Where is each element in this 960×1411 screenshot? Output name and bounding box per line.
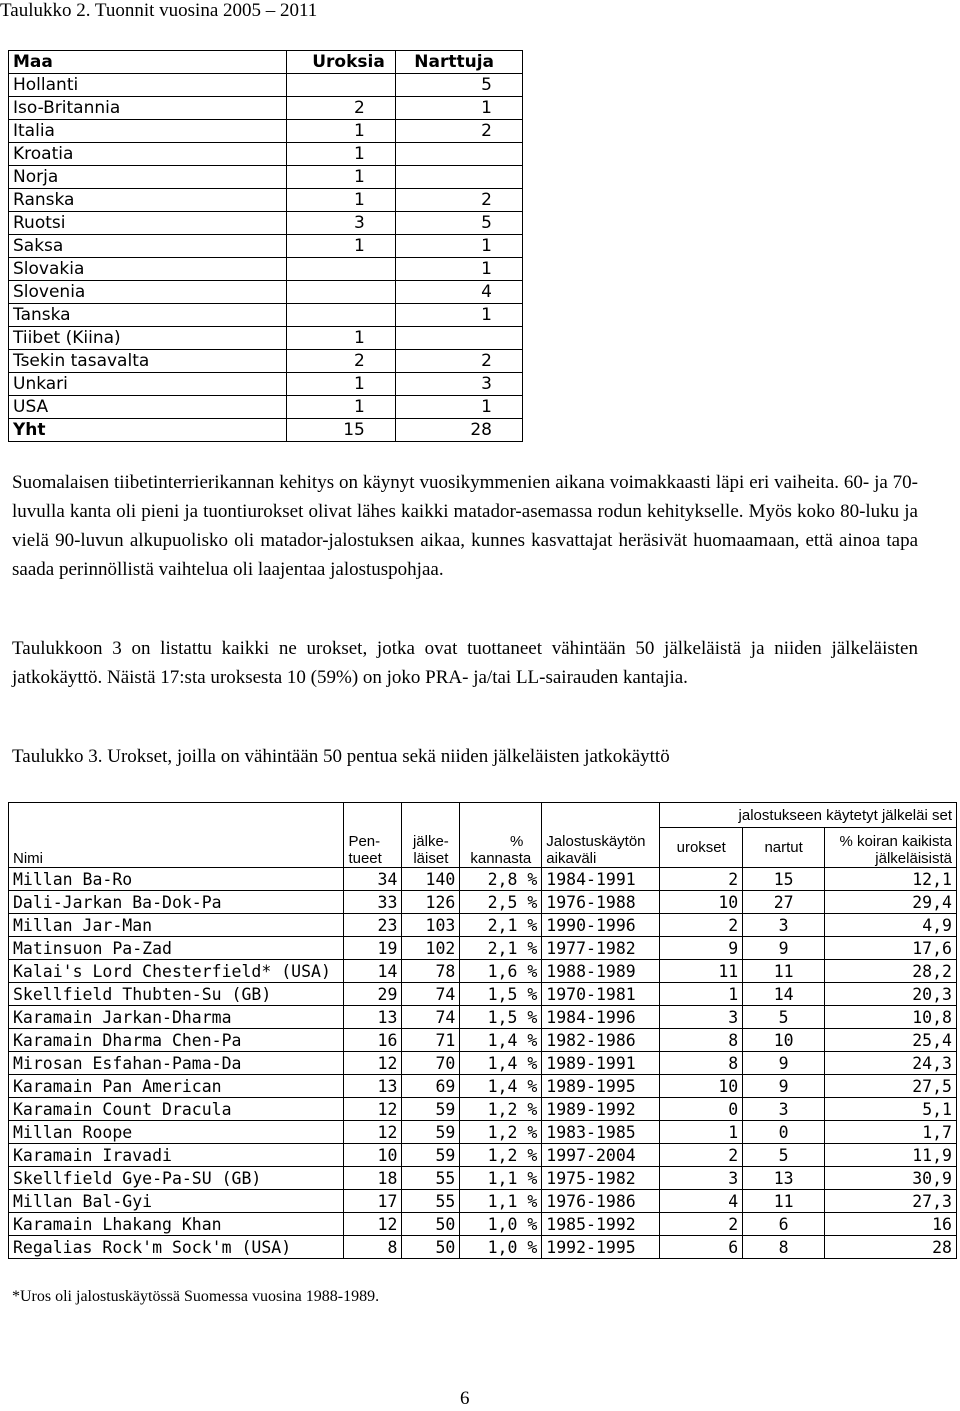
cell-pentueet: 10 xyxy=(344,1144,402,1167)
cell-koiran-osuus: 20,3 xyxy=(825,983,957,1006)
paragraph-table3-intro: Taulukkoon 3 on listattu kaikki ne urokset, jotka ovat tuottaneet vähintään 50 jälkeläistä ja niiden jälkeläisten jatkokäyttö. Näistä 17:sta uroksesta 10 (59%) on joko PRA- ja/tai LL-sairauden kantajia. xyxy=(12,638,918,688)
table-row xyxy=(9,212,523,235)
cell-aikavali: 1989-1992 xyxy=(542,1098,660,1121)
cell-urokset: 8 xyxy=(660,1029,743,1052)
cell-narttuja: 1 xyxy=(395,396,522,419)
header-group-jalostukseen: jalostukseen käytetyt jälkeläi set xyxy=(660,803,957,828)
cell-jalkelaiset: 126 xyxy=(402,891,460,914)
cell-koiran-osuus: 10,8 xyxy=(825,1006,957,1029)
header-aikavali xyxy=(542,803,660,868)
cell-jalkelaiset: 69 xyxy=(402,1075,460,1098)
cell-koiran-osuus: 5,1 xyxy=(825,1098,957,1121)
table-row xyxy=(9,120,523,143)
cell-uroksia: 2 xyxy=(287,350,396,373)
cell-urokset: 4 xyxy=(660,1190,743,1213)
cell-nartut: 11 xyxy=(743,960,825,983)
cell-urokset: 2 xyxy=(660,868,743,891)
cell-narttuja: 1 xyxy=(395,258,522,281)
table-row xyxy=(9,1029,957,1052)
cell-narttuja xyxy=(395,166,522,189)
cell-uroksia: 2 xyxy=(287,97,396,120)
cell-nartut: 14 xyxy=(743,983,825,1006)
cell-maa: Ruotsi xyxy=(9,212,287,235)
cell-nimi: Dali-Jarkan Ba-Dok-Pa xyxy=(9,891,344,914)
header-kannasta-line1: % xyxy=(509,833,524,850)
cell-kannasta: 1,2 % xyxy=(460,1121,542,1144)
cell-maa: Slovakia xyxy=(9,258,287,281)
header-kannasta-line2: kannasta xyxy=(470,850,532,867)
cell-urokset: 3 xyxy=(660,1006,743,1029)
cell-aikavali: 1982-1986 xyxy=(542,1029,660,1052)
cell-urokset: 11 xyxy=(660,960,743,983)
cell-nimi: Skellfield Gye-Pa-SU (GB) xyxy=(9,1167,344,1190)
table-row xyxy=(9,1236,957,1259)
cell-nimi: Millan Ba-Ro xyxy=(9,868,344,891)
cell-aikavali: 1989-1995 xyxy=(542,1075,660,1098)
cell-urokset: 2 xyxy=(660,914,743,937)
cell-pentueet: 12 xyxy=(344,1052,402,1075)
cell-narttuja: 2 xyxy=(395,120,522,143)
cell-jalkelaiset: 55 xyxy=(402,1190,460,1213)
cell-maa: Ranska xyxy=(9,189,287,212)
cell-kannasta: 1,0 % xyxy=(460,1236,542,1259)
cell-narttuja xyxy=(395,327,522,350)
table-row xyxy=(9,1075,957,1098)
cell-pentueet: 14 xyxy=(344,960,402,983)
table-row xyxy=(9,1121,957,1144)
cell-jalkelaiset: 50 xyxy=(402,1213,460,1236)
cell-pentueet: 12 xyxy=(344,1213,402,1236)
cell-maa: Iso-Britannia xyxy=(9,97,287,120)
cell-nimi: Karamain Lhakang Khan xyxy=(9,1213,344,1236)
cell-uroksia: 1 xyxy=(287,327,396,350)
cell-nimi: Karamain Iravadi xyxy=(9,1144,344,1167)
cell-uroksia xyxy=(287,258,396,281)
cell-aikavali: 1984-1991 xyxy=(542,868,660,891)
cell-aikavali: 1990-1996 xyxy=(542,914,660,937)
table-row xyxy=(9,1144,957,1167)
cell-nimi: Karamain Count Dracula xyxy=(9,1098,344,1121)
header-kannasta xyxy=(460,803,542,868)
cell-narttuja: 1 xyxy=(395,304,522,327)
cell-pentueet: 13 xyxy=(344,1075,402,1098)
table3-caption: Taulukko 3. Urokset, joilla on vähintään 50 pentua sekä niiden jälkeläisten jatkokäyttö xyxy=(12,746,670,767)
cell-urokset: 9 xyxy=(660,937,743,960)
cell-nartut: 9 xyxy=(743,1052,825,1075)
cell-narttuja: 5 xyxy=(395,212,522,235)
cell-maa: Tsekin tasavalta xyxy=(9,350,287,373)
cell-aikavali: 1975-1982 xyxy=(542,1167,660,1190)
cell-narttuja: 2 xyxy=(395,350,522,373)
cell-kannasta: 2,8 % xyxy=(460,868,542,891)
cell-jalkelaiset: 55 xyxy=(402,1167,460,1190)
header-narttuja: Narttuja xyxy=(395,51,522,74)
cell-maa: Tiibet (Kiina) xyxy=(9,327,287,350)
table-row xyxy=(9,373,523,396)
cell-narttuja: 4 xyxy=(395,281,522,304)
cell-aikavali: 1977-1982 xyxy=(542,937,660,960)
cell-jalkelaiset: 70 xyxy=(402,1052,460,1075)
cell-pentueet: 33 xyxy=(344,891,402,914)
table-row xyxy=(9,1052,957,1075)
table-row xyxy=(9,1190,957,1213)
table-total-row xyxy=(9,419,523,442)
header-uroksia: Uroksia xyxy=(287,51,396,74)
cell-kannasta: 1,5 % xyxy=(460,1006,542,1029)
cell-nimi: Mirosan Esfahan-Pama-Da xyxy=(9,1052,344,1075)
cell-kannasta: 1,6 % xyxy=(460,960,542,983)
cell-uroksia xyxy=(287,74,396,97)
cell-total-uroksia: 15 xyxy=(287,419,396,442)
cell-pentueet: 17 xyxy=(344,1190,402,1213)
cell-aikavali: 1970-1981 xyxy=(542,983,660,1006)
cell-narttuja: 2 xyxy=(395,189,522,212)
cell-urokset: 10 xyxy=(660,1075,743,1098)
cell-nartut: 10 xyxy=(743,1029,825,1052)
cell-nimi: Karamain Pan American xyxy=(9,1075,344,1098)
cell-nartut: 15 xyxy=(743,868,825,891)
cell-pentueet: 29 xyxy=(344,983,402,1006)
cell-uroksia: 1 xyxy=(287,120,396,143)
footnote: *Uros oli jalostuskäytössä Suomessa vuosina 1988-1989. xyxy=(12,1288,380,1305)
cell-uroksia: 3 xyxy=(287,212,396,235)
header-nartut: nartut xyxy=(743,828,825,868)
cell-pentueet: 23 xyxy=(344,914,402,937)
cell-kannasta: 2,1 % xyxy=(460,937,542,960)
cell-kannasta: 2,5 % xyxy=(460,891,542,914)
cell-nimi: Millan Bal-Gyi xyxy=(9,1190,344,1213)
cell-pentueet: 19 xyxy=(344,937,402,960)
cell-nimi: Skellfield Thubten-Su (GB) xyxy=(9,983,344,1006)
cell-uroksia xyxy=(287,281,396,304)
cell-koiran-osuus: 17,6 xyxy=(825,937,957,960)
cell-maa: Slovenia xyxy=(9,281,287,304)
imports-table xyxy=(8,50,523,442)
cell-jalkelaiset: 50 xyxy=(402,1236,460,1259)
table-row xyxy=(9,143,523,166)
cell-jalkelaiset: 78 xyxy=(402,960,460,983)
header-aikavali-line2: aikaväli xyxy=(546,850,597,867)
table-row xyxy=(9,235,523,258)
cell-koiran-osuus: 25,4 xyxy=(825,1029,957,1052)
sires-table xyxy=(8,802,957,1259)
cell-nimi: Regalias Rock'm Sock'm (USA) xyxy=(9,1236,344,1259)
cell-maa: Unkari xyxy=(9,373,287,396)
header-maa: Maa xyxy=(9,51,287,74)
cell-nartut: 11 xyxy=(743,1190,825,1213)
cell-uroksia xyxy=(287,304,396,327)
cell-nartut: 6 xyxy=(743,1213,825,1236)
header-koiran-osuus xyxy=(825,828,957,868)
cell-nartut: 0 xyxy=(743,1121,825,1144)
table-row xyxy=(9,281,523,304)
cell-nartut: 8 xyxy=(743,1236,825,1259)
cell-aikavali: 1989-1991 xyxy=(542,1052,660,1075)
cell-maa: Italia xyxy=(9,120,287,143)
cell-kannasta: 1,1 % xyxy=(460,1190,542,1213)
cell-maa: Kroatia xyxy=(9,143,287,166)
cell-nimi: Millan Roope xyxy=(9,1121,344,1144)
cell-aikavali: 1997-2004 xyxy=(542,1144,660,1167)
cell-total-narttuja: 28 xyxy=(395,419,522,442)
page-number: 6 xyxy=(460,1388,470,1409)
cell-urokset: 2 xyxy=(660,1213,743,1236)
cell-kannasta: 1,1 % xyxy=(460,1167,542,1190)
cell-kannasta: 1,5 % xyxy=(460,983,542,1006)
sires-table-body xyxy=(9,868,957,1259)
table-row xyxy=(9,937,957,960)
header-urokset: urokset xyxy=(660,828,743,868)
cell-uroksia: 1 xyxy=(287,373,396,396)
cell-nimi: Karamain Jarkan-Dharma xyxy=(9,1006,344,1029)
cell-pentueet: 18 xyxy=(344,1167,402,1190)
cell-nimi: Matinsuon Pa-Zad xyxy=(9,937,344,960)
cell-koiran-osuus: 1,7 xyxy=(825,1121,957,1144)
cell-pentueet: 12 xyxy=(344,1098,402,1121)
cell-jalkelaiset: 59 xyxy=(402,1121,460,1144)
cell-nartut: 3 xyxy=(743,1098,825,1121)
cell-koiran-osuus: 28,2 xyxy=(825,960,957,983)
cell-kannasta: 1,2 % xyxy=(460,1144,542,1167)
cell-pentueet: 12 xyxy=(344,1121,402,1144)
header-koiran-line2: jälkeläisistä xyxy=(875,850,952,867)
table-row xyxy=(9,166,523,189)
cell-pentueet: 16 xyxy=(344,1029,402,1052)
cell-narttuja: 1 xyxy=(395,235,522,258)
table-header-row xyxy=(9,803,957,828)
table-row xyxy=(9,74,523,97)
cell-urokset: 0 xyxy=(660,1098,743,1121)
cell-nartut: 9 xyxy=(743,937,825,960)
cell-aikavali: 1983-1985 xyxy=(542,1121,660,1144)
header-jalkelaiset xyxy=(402,803,460,868)
table-row xyxy=(9,327,523,350)
cell-koiran-osuus: 28 xyxy=(825,1236,957,1259)
header-pentueet-line2: tueet xyxy=(348,850,382,867)
table-row xyxy=(9,350,523,373)
table-row xyxy=(9,97,523,120)
header-koiran-line1: % koiran kaikista xyxy=(839,833,952,850)
cell-nartut: 13 xyxy=(743,1167,825,1190)
table-row xyxy=(9,189,523,212)
cell-kannasta: 2,1 % xyxy=(460,914,542,937)
cell-maa: Norja xyxy=(9,166,287,189)
cell-aikavali: 1985-1992 xyxy=(542,1213,660,1236)
cell-narttuja: 5 xyxy=(395,74,522,97)
cell-uroksia: 1 xyxy=(287,143,396,166)
header-jalkelaiset-line2: läiset xyxy=(413,850,449,867)
cell-aikavali: 1984-1996 xyxy=(542,1006,660,1029)
cell-urokset: 3 xyxy=(660,1167,743,1190)
table-row xyxy=(9,891,957,914)
header-nimi: Nimi xyxy=(9,803,344,868)
cell-nimi: Millan Jar-Man xyxy=(9,914,344,937)
imports-table-body xyxy=(9,74,523,442)
cell-urokset: 6 xyxy=(660,1236,743,1259)
cell-pentueet: 8 xyxy=(344,1236,402,1259)
table-row xyxy=(9,1167,957,1190)
cell-jalkelaiset: 59 xyxy=(402,1098,460,1121)
cell-uroksia: 1 xyxy=(287,189,396,212)
header-jalkelaiset-line1: jälke- xyxy=(412,833,449,850)
table-header-row xyxy=(9,51,523,74)
cell-urokset: 1 xyxy=(660,983,743,1006)
paragraph-history: Suomalaisen tiibetinterrierikannan kehitys on käynyt vuosikymmenien aikana voimakkaasti läpi eri vaiheita. 60- ja 70-luvulla kanta oli pieni ja tuontiurokset olivat lähes kaikki matador-asemassa rodun kehitykselle. Myös koko 80-luku ja vielä 90-luvun alkupuolisko oli matador-jalostuksen aikaa, kunnes kasvattajat heräsivät huomaamaan, että ainoa tapa saada perinnöllistä vaihtelua oli laajentaa jalostuspohjaa. xyxy=(12,472,918,580)
cell-urokset: 10 xyxy=(660,891,743,914)
cell-jalkelaiset: 71 xyxy=(402,1029,460,1052)
cell-koiran-osuus: 29,4 xyxy=(825,891,957,914)
cell-maa: Saksa xyxy=(9,235,287,258)
cell-nartut: 9 xyxy=(743,1075,825,1098)
cell-koiran-osuus: 27,3 xyxy=(825,1190,957,1213)
cell-narttuja: 1 xyxy=(395,97,522,120)
cell-narttuja xyxy=(395,143,522,166)
cell-jalkelaiset: 102 xyxy=(402,937,460,960)
cell-aikavali: 1988-1989 xyxy=(542,960,660,983)
cell-nartut: 3 xyxy=(743,914,825,937)
table-row xyxy=(9,304,523,327)
cell-nimi: Kalai's Lord Chesterfield* (USA) xyxy=(9,960,344,983)
cell-maa: USA xyxy=(9,396,287,419)
cell-urokset: 1 xyxy=(660,1121,743,1144)
cell-total-label: Yht xyxy=(9,419,287,442)
cell-uroksia: 1 xyxy=(287,396,396,419)
cell-koiran-osuus: 30,9 xyxy=(825,1167,957,1190)
cell-jalkelaiset: 103 xyxy=(402,914,460,937)
table-row xyxy=(9,983,957,1006)
cell-kannasta: 1,2 % xyxy=(460,1098,542,1121)
cell-nartut: 27 xyxy=(743,891,825,914)
cell-kannasta: 1,4 % xyxy=(460,1029,542,1052)
cell-koiran-osuus: 4,9 xyxy=(825,914,957,937)
cell-pentueet: 34 xyxy=(344,868,402,891)
cell-jalkelaiset: 74 xyxy=(402,1006,460,1029)
table-row xyxy=(9,396,523,419)
cell-kannasta: 1,4 % xyxy=(460,1052,542,1075)
header-aikavali-line1: Jalostuskäytön xyxy=(546,833,646,850)
cell-nimi: Karamain Dharma Chen-Pa xyxy=(9,1029,344,1052)
cell-urokset: 2 xyxy=(660,1144,743,1167)
cell-jalkelaiset: 74 xyxy=(402,983,460,1006)
cell-koiran-osuus: 12,1 xyxy=(825,868,957,891)
table-row xyxy=(9,868,957,891)
table2-caption: Taulukko 2. Tuonnit vuosina 2005 – 2011 xyxy=(0,0,318,21)
table-row xyxy=(9,914,957,937)
cell-maa: Hollanti xyxy=(9,74,287,97)
table-row xyxy=(9,960,957,983)
header-pentueet-line1: Pen- xyxy=(348,833,381,850)
header-pentueet xyxy=(344,803,402,868)
cell-koiran-osuus: 24,3 xyxy=(825,1052,957,1075)
cell-narttuja: 3 xyxy=(395,373,522,396)
cell-aikavali: 1992-1995 xyxy=(542,1236,660,1259)
cell-jalkelaiset: 140 xyxy=(402,868,460,891)
table-row xyxy=(9,1006,957,1029)
table-row xyxy=(9,1213,957,1236)
cell-uroksia: 1 xyxy=(287,235,396,258)
cell-aikavali: 1976-1986 xyxy=(542,1190,660,1213)
table-row xyxy=(9,258,523,281)
cell-kannasta: 1,4 % xyxy=(460,1075,542,1098)
cell-nartut: 5 xyxy=(743,1006,825,1029)
cell-aikavali: 1976-1988 xyxy=(542,891,660,914)
table-row xyxy=(9,1098,957,1121)
cell-maa: Tanska xyxy=(9,304,287,327)
cell-koiran-osuus: 27,5 xyxy=(825,1075,957,1098)
cell-jalkelaiset: 59 xyxy=(402,1144,460,1167)
cell-pentueet: 13 xyxy=(344,1006,402,1029)
cell-koiran-osuus: 11,9 xyxy=(825,1144,957,1167)
cell-koiran-osuus: 16 xyxy=(825,1213,957,1236)
cell-nartut: 5 xyxy=(743,1144,825,1167)
cell-urokset: 8 xyxy=(660,1052,743,1075)
cell-uroksia: 1 xyxy=(287,166,396,189)
cell-kannasta: 1,0 % xyxy=(460,1213,542,1236)
